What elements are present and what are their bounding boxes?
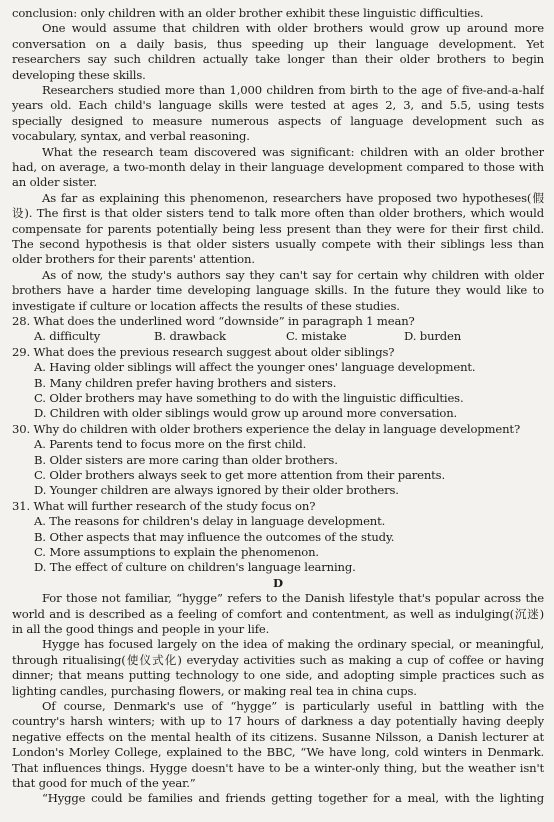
text-line: London's Morley College, explained to the BBC, “We have long, cold winters in Denmark. <box>12 745 544 760</box>
answer-option[interactable]: B. Older sisters are more caring than older brothers. <box>34 452 338 467</box>
answer-option[interactable]: D. Children with older siblings would grow up around more conversation. <box>34 406 458 421</box>
text-line: an older sister. <box>12 175 97 190</box>
answer-option[interactable]: A. The reasons for children's delay in language development. <box>34 514 386 529</box>
question-stem: 31. What will further research of the study focus on? <box>12 498 316 513</box>
text-line: lighting candles, purchasing flowers, or making real tea in china cups. <box>12 683 417 698</box>
text-line: specially designed to measure numerous aspects of language development such as <box>12 113 544 128</box>
text-line: As far as explaining this phenomenon, researchers have proposed two hypotheses(假 <box>42 190 544 205</box>
text-line: developing these skills. <box>12 67 146 82</box>
text-line: As of now, the study's authors say they can't say for certain why children with older <box>42 267 544 282</box>
text-line: 设). The first is that older sisters tend to talk more often than older brothers, which would <box>12 206 544 221</box>
question-list <box>12 314 544 576</box>
option-row <box>12 329 544 344</box>
text-line: researchers say such children actually take longer than their older brothers to begin <box>12 52 544 67</box>
answer-option[interactable]: B. Other aspects that may influence the outcomes of the study. <box>34 529 395 544</box>
answer-option[interactable]: A. difficulty <box>34 329 101 344</box>
answer-option[interactable]: D. burden <box>404 329 462 344</box>
text-line: What the research team discovered was significant: children with an older brother <box>42 144 544 159</box>
text-line: that good for much of the year.” <box>12 775 196 790</box>
text-line: negative effects on the mental health of its citizens. Susanne Nilsson, a Danish lecturer at <box>12 729 544 744</box>
text-line: had, on average, a two-month delay in their language development compared to those with <box>12 159 544 174</box>
answer-option[interactable]: D. The effect of culture on children's language learning. <box>34 560 356 575</box>
text-line: The second hypothesis is that older sisters usually compete with their siblings less than <box>12 236 544 251</box>
answer-option[interactable]: A. Having older siblings will affect the younger ones' language development. <box>34 360 476 375</box>
passage-d <box>12 591 544 807</box>
text-line: conversation on a daily basis, thus speeding up their language development. Yet <box>12 36 544 51</box>
text-line: Hygge has focused largely on the idea of making the ordinary special, or meaningful, <box>42 637 544 652</box>
text-line: compensate for parents potentially being less present than they were for their first child. <box>12 221 544 236</box>
text-line: in all the good things and people in your life. <box>12 621 270 636</box>
answer-option[interactable]: B. drawback <box>154 329 226 344</box>
text-line: For those not familiar, “hygge” refers to the Danish lifestyle that's popular across the <box>42 591 544 606</box>
answer-option[interactable]: C. Older brothers always seek to get more attention from their parents. <box>34 467 446 482</box>
answer-option[interactable]: A. Parents tend to focus more on the first child. <box>34 437 307 452</box>
text-line: through ritualising(使仪式化) everyday activities such as making a cup of coffee or having <box>12 652 544 667</box>
answer-option[interactable]: C. More assumptions to explain the phenomenon. <box>34 545 319 559</box>
text-line: years old. Each child's language skills were tested at ages 2, 3, and 5.5, using tests <box>12 98 544 113</box>
question-stem: 28. What does the underlined word “downside” in paragraph 1 mean? <box>12 313 415 328</box>
question-stem: 30. Why do children with older brothers experience the delay in language development? <box>12 421 521 436</box>
answer-option[interactable]: D. Younger children are always ignored by their older brothers. <box>34 483 399 498</box>
section-d-heading: D <box>272 575 284 590</box>
text-line: brothers have a harder time developing language skills. In the future they would like to <box>12 283 544 298</box>
text-line: world and is described as a feeling of comfort and contentment, as well as indulging(沉迷) <box>12 606 544 621</box>
text-line: Researchers studied more than 1,000 children from birth to the age of five-and-a-half <box>42 82 544 97</box>
text-line: investigate if culture or location affects the results of these studies. <box>12 298 400 313</box>
text-line: older brothers for their parents' attention. <box>12 252 255 267</box>
text-line: One would assume that children with older brothers would grow up around more <box>42 21 544 36</box>
answer-option[interactable]: B. Many children prefer having brothers and sisters. <box>34 375 337 390</box>
text-line: vocabulary, syntax, and verbal reasoning. <box>12 129 250 144</box>
question-stem: 29. What does the previous research suggest about older siblings? <box>12 344 395 359</box>
text-line: That influences things. Hygge doesn't have to be a winter-only thing, but the weather isn't <box>12 760 544 775</box>
text-line: “Hygge could be families and friends getting together for a meal, with the lighting <box>42 791 544 806</box>
answer-option[interactable]: C. mistake <box>286 329 347 344</box>
text-line: country's harsh winters; with up to 17 hours of darkness a day potentially having deeply <box>12 714 544 729</box>
text-line: Of course, Denmark's use of “hygge” is particularly useful in battling with the <box>42 698 544 713</box>
answer-option[interactable]: C. Older brothers may have something to do with the linguistic difficulties. <box>34 390 464 405</box>
text-line: dinner; that means putting technology to one side, and adopting simple practices such as <box>12 668 544 683</box>
text-line: conclusion: only children with an older brother exhibit these linguistic difficulties. <box>12 6 484 20</box>
passage-c <box>12 6 544 314</box>
